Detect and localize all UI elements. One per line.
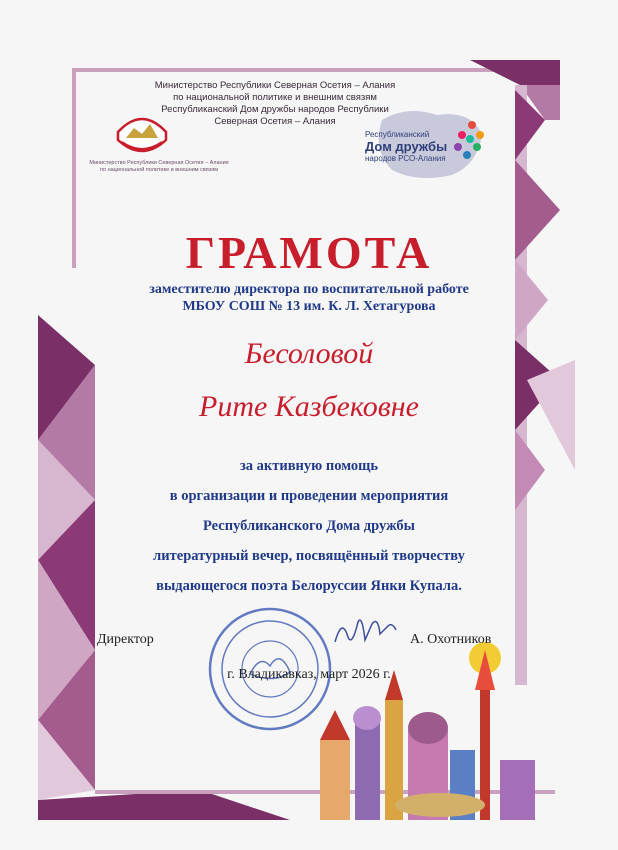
signer-name: А. Охотников xyxy=(410,632,492,647)
left-logo-caption-line: Министерство Республики Северная Осетия – Алания xyxy=(89,160,229,166)
award-reason-line: выдающегося поэта Белоруссии Янки Купала. xyxy=(156,578,462,594)
frame-top-line xyxy=(72,68,532,72)
ministry-line: Северная Осетия – Алания xyxy=(214,116,336,127)
award-reason-line: Республиканского Дома дружбы xyxy=(203,518,415,534)
recipient-given-names: Рите Казбековне xyxy=(199,390,419,423)
place-and-date: г. Владикавказ, март 2026 г. xyxy=(227,667,391,682)
award-reason xyxy=(0,451,618,601)
coat-of-arms-icon xyxy=(112,110,172,160)
award-reason-line: за активную помощь xyxy=(239,458,379,474)
frame-bottom-left-band xyxy=(38,790,290,820)
ministry-line: Министерство Республики Северная Осетия – Алания xyxy=(154,80,396,91)
right-logo-line3: народов РСО-Алания xyxy=(365,154,446,163)
signer-role: Директор xyxy=(97,632,154,647)
left-logo-caption xyxy=(74,160,244,174)
recipient-position-line: заместителю директора по воспитательной работе xyxy=(149,282,469,297)
award-reason-line: в организации и проведении мероприятия xyxy=(169,488,449,504)
left-logo-caption-line: по национальной политике и внешним связям xyxy=(100,167,218,173)
city-skyline-illustration xyxy=(300,630,560,830)
right-logo-text xyxy=(365,130,447,164)
frame-top-right-bar xyxy=(470,60,560,85)
right-logo-line1: Республиканский xyxy=(365,130,430,139)
ministry-line: Республиканский Дом дружбы народов Республики xyxy=(161,104,389,115)
recipient-surname: Бесоловой xyxy=(244,337,374,370)
right-logo-line2: Дом дружбы xyxy=(365,139,448,154)
handwritten-signature-icon xyxy=(330,612,400,652)
ministry-line: по национальной политике и внешним связям xyxy=(173,92,377,103)
award-reason-line: литературный вечер, посвящённый творчеству xyxy=(153,548,465,564)
certificate-title: ГРАМОТА xyxy=(185,227,433,278)
recipient-position xyxy=(0,281,618,315)
recipient-position-line: МБОУ СОШ № 13 им. К. Л. Хетагурова xyxy=(182,299,436,314)
